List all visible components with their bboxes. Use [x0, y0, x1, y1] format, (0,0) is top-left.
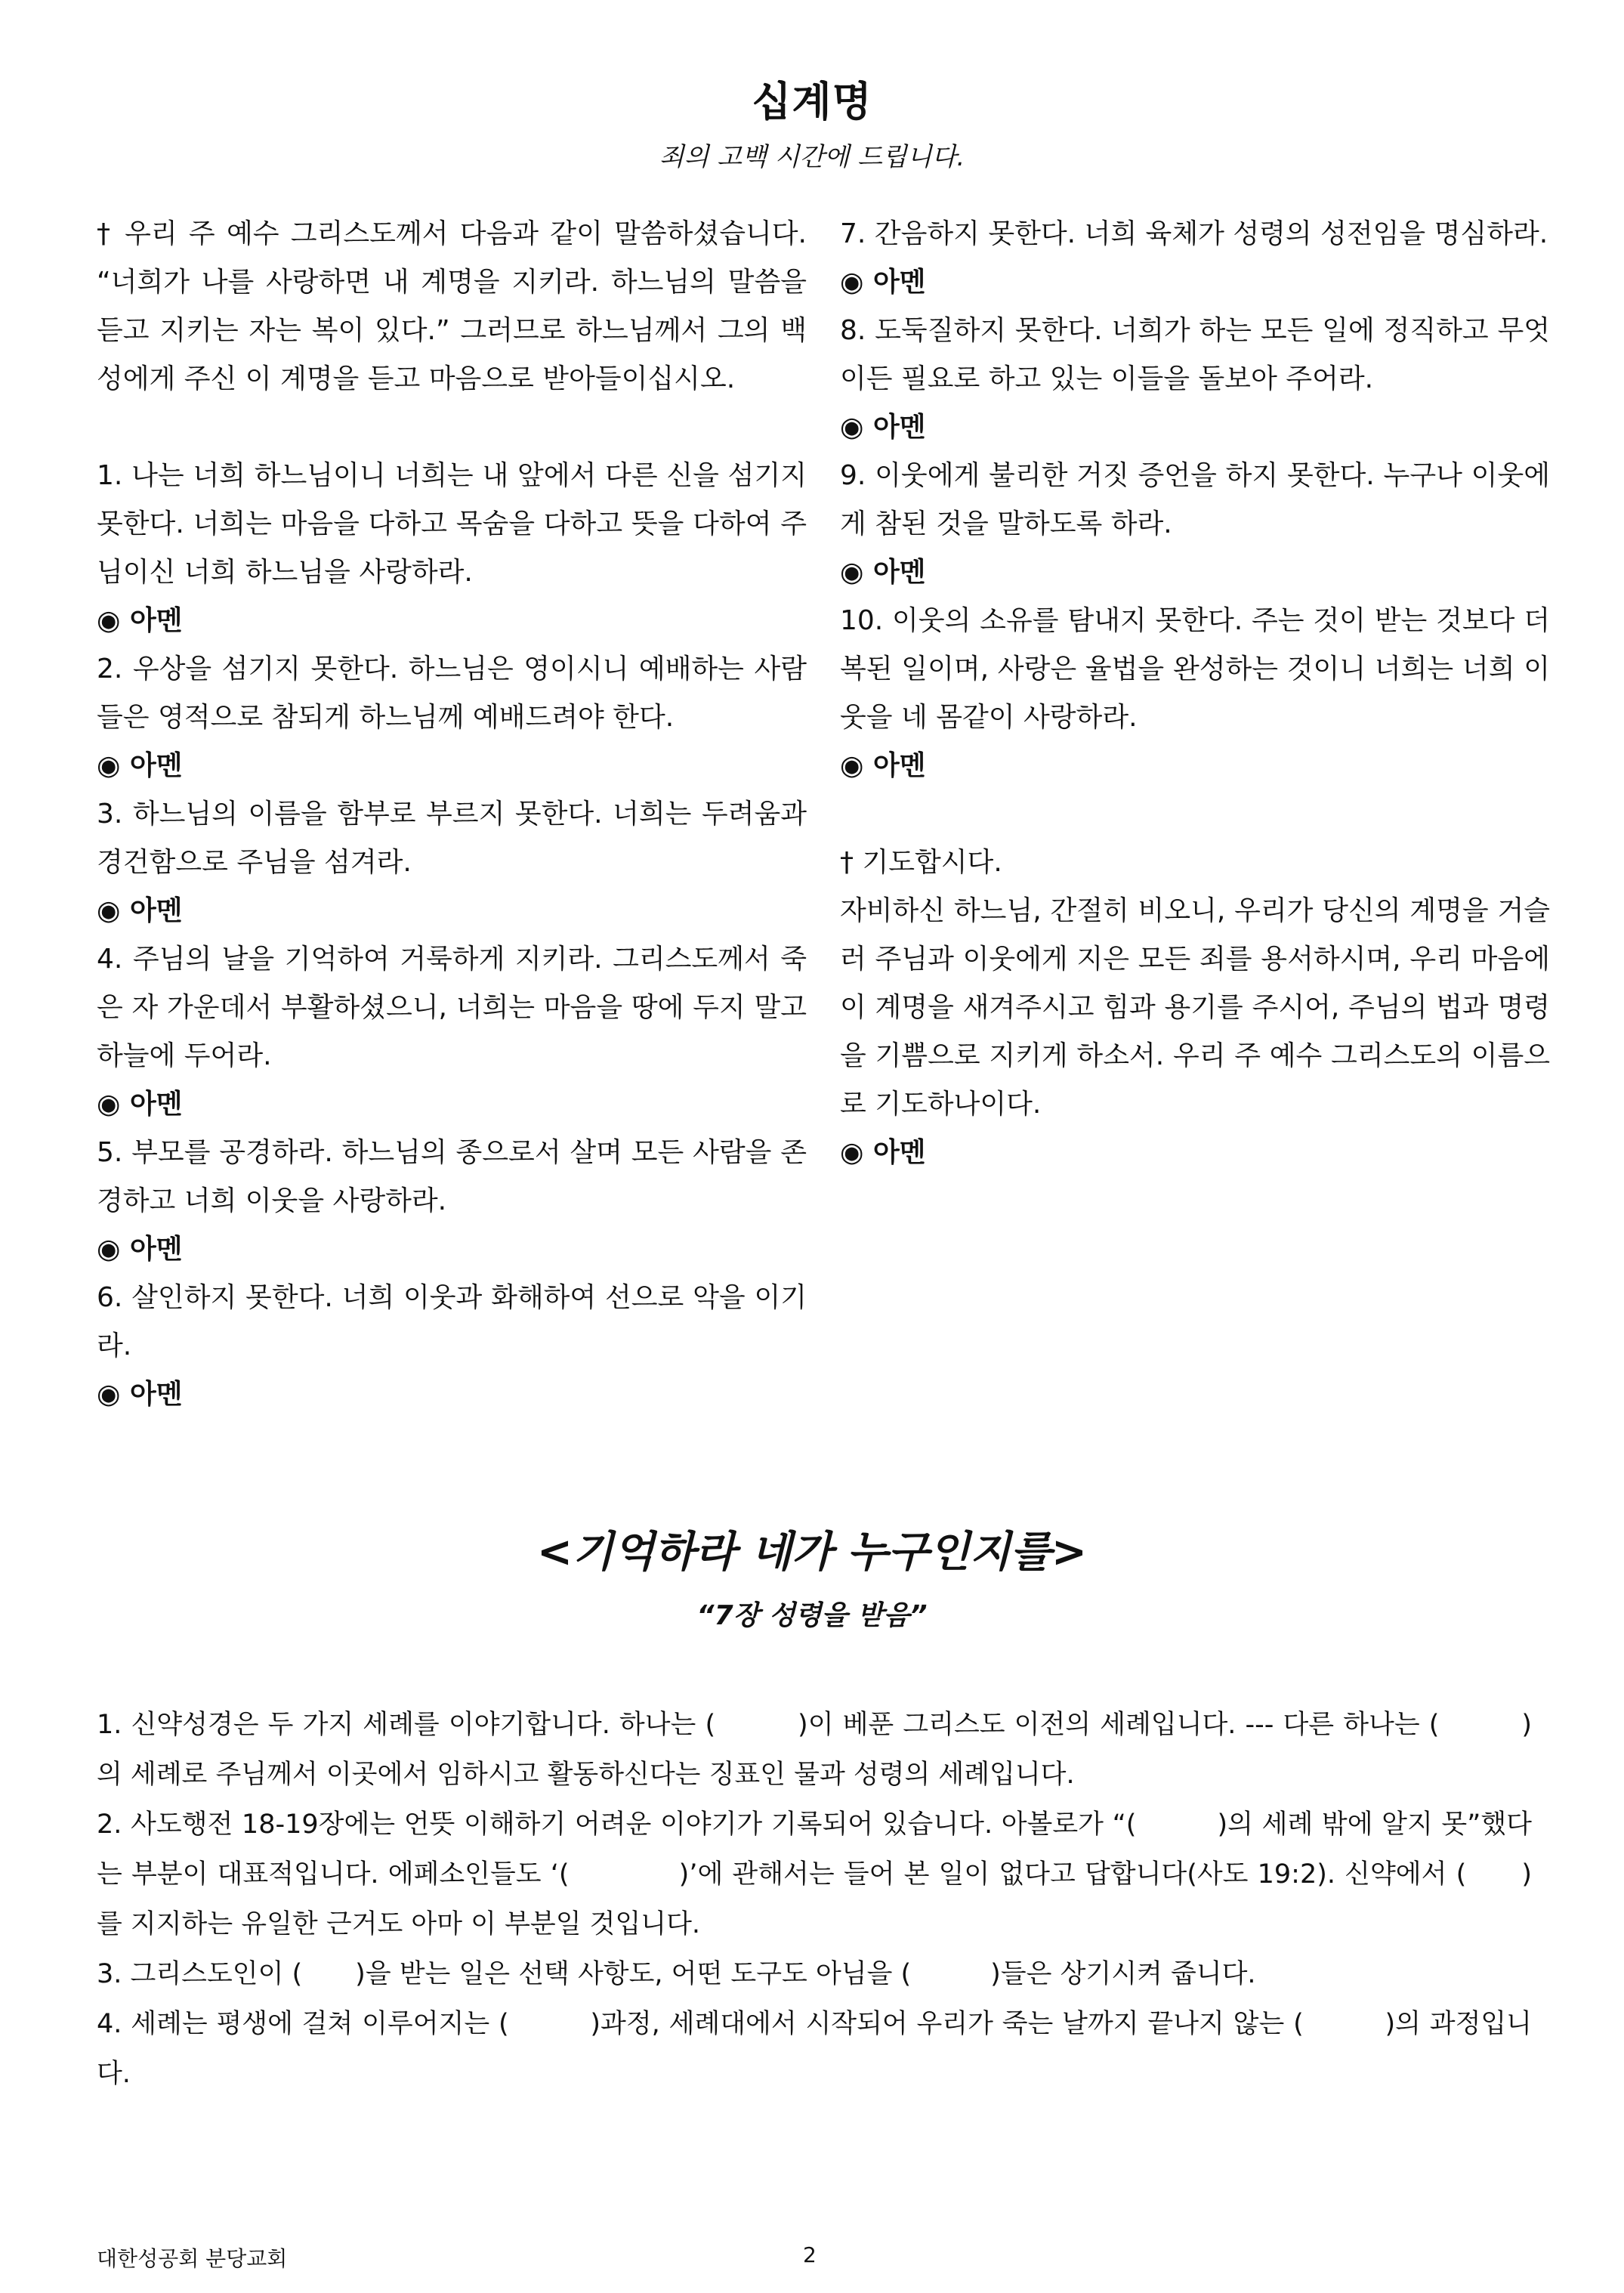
prayer-heading: † 기도합시다. [840, 847, 1002, 878]
question-1: 1. 신약성경은 두 가지 세례를 이야기합니다. 하나는 ( )이 베푼 그리스도 이전의 세례입니다. --- 다른 하나는 ( )의 세례로 주님께서 이곳에서 임하시고 활동하신다는 징표인 물과 성령의 세례입니다. [97, 1710, 1532, 1790]
spacer [97, 403, 807, 452]
amen-response: ◉ 아멘 [97, 605, 183, 636]
commandment-6: 6. 살인하지 못한다. 너희 이웃과 화해하여 선으로 악을 이기라. [97, 1282, 807, 1361]
page-number: 2 [803, 2242, 817, 2267]
question-3: 3. 그리스도인이 ( )을 받는 일은 선택 사항도, 어떤 도구도 아님을 ( )들은 상기시켜 줍니다. [97, 1959, 1256, 1989]
amen-response: ◉ 아멘 [840, 267, 926, 298]
commandment-8: 8. 도둑질하지 못한다. 너희가 하는 모든 일에 정직하고 무엇이든 필요로 하고 있는 이들을 돌보아 주어라. [840, 315, 1550, 394]
question-4: 4. 세례는 평생에 걸쳐 이루어지는 ( )과정, 세례대에서 시작되어 우리가 죽는 날까지 끝나지 않는 ( )의 과정입니다. [97, 2009, 1532, 2089]
amen-response: ◉ 아멘 [97, 1379, 183, 1410]
intro-paragraph: † 우리 주 예수 그리스도께서 다음과 같이 말씀하셨습니다. “너희가 나를 사랑하면 내 계명을 지키라. 하느님의 말씀을 듣고 지키는 자는 복이 있다.” 그러므로 하느님께서 그의 백성에게 주신 이 계명을 듣고 마음으로 받아들이십시오. [97, 218, 807, 394]
commandment-5: 5. 부모를 공경하라. 하느님의 종으로서 살며 모든 사람을 존경하고 너희 이웃을 사랑하라. [97, 1137, 807, 1216]
section-subtitle: “7장 성령을 받음” [696, 1600, 928, 1631]
commandment-3: 3. 하느님의 이름을 함부로 부르지 못한다. 너희는 두려움과 경건함으로 주님을 섬겨라. [97, 799, 807, 878]
amen-response: ◉ 아멘 [840, 557, 926, 588]
left-column [97, 210, 807, 1419]
commandment-9: 9. 이웃에게 불리한 거짓 증언을 하지 못한다. 누구나 이웃에게 참된 것을 말하도록 하라. [840, 460, 1550, 539]
prayer-text: 자비하신 하느님, 간절히 비오니, 우리가 당신의 계명을 거슬러 주님과 이웃에게 지은 모든 죄를 용서하시며, 우리 마음에 이 계명을 새겨주시고 힘과 용기를 주시어, 주님의 법과 명령을 기쁨으로 지키게 하소서. 우리 주 예수 그리스도의 이름으로 기도하나이다. [840, 895, 1550, 1120]
question-2: 2. 사도행전 18-19장에는 언뜻 이해하기 어려운 이야기가 기록되어 있습니다. 아볼로가 “( )의 세례 밖에 알지 못”했다는 부분이 대표적입니다. 에페소인들도 ‘( )’에 관해서는 들어 본 일이 없다고 답합니다(사도 19:2). 신약에서 ( )를 지지하는 유일한 근거도 아마 이 부분일 것입니다. [97, 1809, 1532, 1939]
commandment-7: 7. 간음하지 못한다. 너희 육체가 성령의 성전임을 명심하라. [840, 218, 1548, 249]
page-title: 십계명 [752, 78, 872, 125]
right-column [840, 210, 1550, 1177]
amen-response: ◉ 아멘 [97, 1234, 183, 1265]
spacer [840, 790, 1550, 839]
amen-response: ◉ 아멘 [840, 1137, 926, 1168]
amen-response: ◉ 아멘 [840, 750, 926, 781]
section-title: <기억하라 네가 누구인지를> [537, 1528, 1087, 1577]
amen-response: ◉ 아멘 [97, 1089, 183, 1120]
amen-response: ◉ 아멘 [97, 750, 183, 781]
amen-response: ◉ 아멘 [97, 895, 183, 926]
commandment-10: 10. 이웃의 소유를 탐내지 못한다. 주는 것이 받는 것보다 더 복된 일이며, 사랑은 율법을 완성하는 것이니 너희는 너희 이웃을 네 몸같이 사랑하라. [840, 605, 1550, 733]
fill-in-questions [97, 1700, 1532, 2099]
footer-church-name: 대한성공회 분당교회 [97, 2246, 288, 2271]
amen-response: ◉ 아멘 [840, 412, 926, 443]
commandment-2: 2. 우상을 섬기지 못한다. 하느님은 영이시니 예배하는 사람들은 영적으로 참되게 하느님께 예배드려야 한다. [97, 654, 807, 733]
commandment-4: 4. 주님의 날을 기억하여 거룩하게 지키라. 그리스도께서 죽은 자 가운데서 부활하셨으니, 너희는 마음을 땅에 두지 말고 하늘에 두어라. [97, 944, 807, 1071]
page-subtitle: 죄의 고백 시간에 드립니다. [659, 142, 965, 172]
commandment-1: 1. 나는 너희 하느님이니 너희는 내 앞에서 다른 신을 섬기지 못한다. 너희는 마음을 다하고 목숨을 다하고 뜻을 다하여 주님이신 너희 하느님을 사랑하라. [97, 460, 807, 588]
